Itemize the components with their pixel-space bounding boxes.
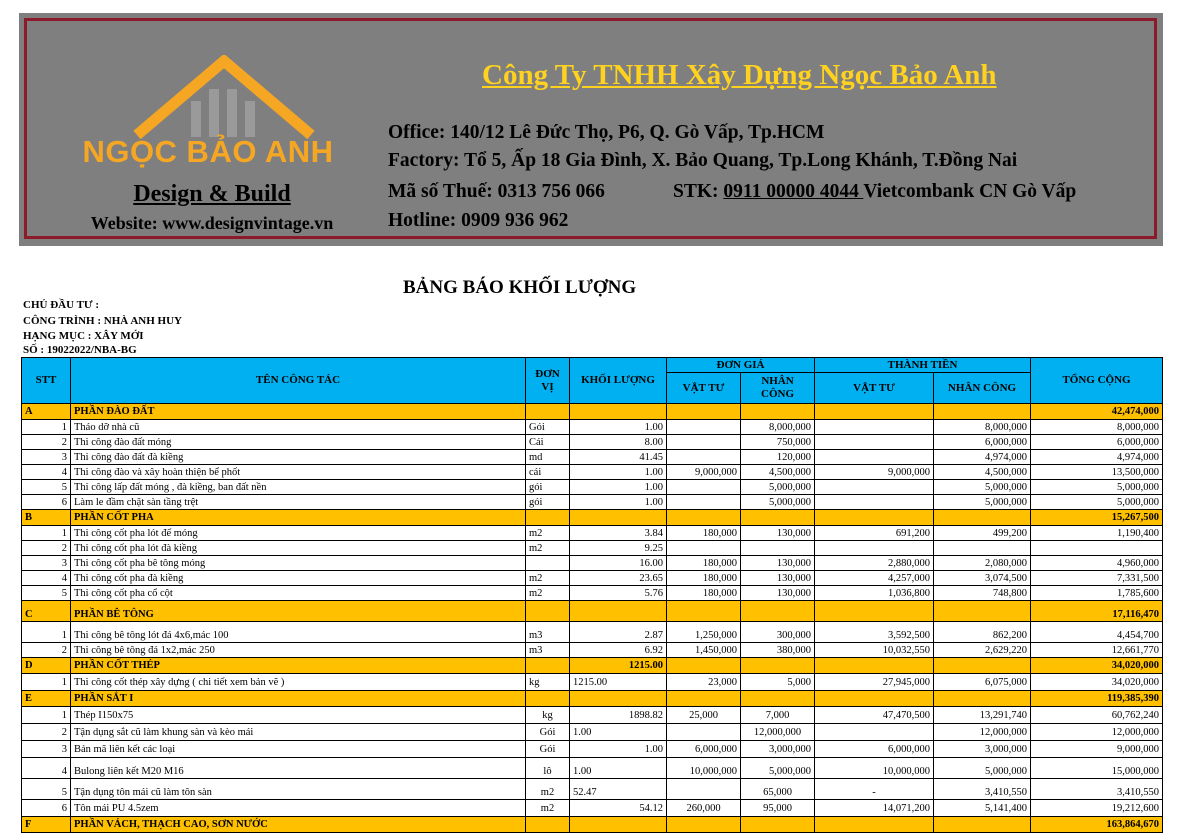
section-row bbox=[22, 510, 1163, 526]
cell-quantity bbox=[570, 601, 667, 622]
cell-labor-amount: 6,075,000 bbox=[934, 674, 1031, 691]
bank-account-number: 0911 00000 4044 bbox=[723, 181, 864, 202]
cell-material-amount bbox=[815, 724, 934, 741]
table-row bbox=[22, 586, 1163, 601]
table-row bbox=[22, 556, 1163, 571]
cell-name: PHẦN VÁCH, THẠCH CAO, SƠN NƯỚC bbox=[71, 817, 526, 833]
cell-unit bbox=[526, 691, 570, 707]
cell-quantity: 23.65 bbox=[570, 571, 667, 586]
cell-material-amount: 14,071,200 bbox=[815, 800, 934, 817]
quantity-table bbox=[21, 357, 1163, 833]
cell-total: 4,454,700 bbox=[1031, 622, 1163, 643]
cell-total: 7,331,500 bbox=[1031, 571, 1163, 586]
cell-quantity: 1.00 bbox=[570, 420, 667, 435]
cell-stt: 6 bbox=[22, 495, 71, 510]
cell-labor-price bbox=[741, 541, 815, 556]
cell-name: Làm le đầm chặt sàn tầng trệt bbox=[71, 495, 526, 510]
table-row bbox=[22, 450, 1163, 465]
bank-account-label: STK: bbox=[673, 181, 724, 202]
cell-name: Thi công cốt pha lót đế móng bbox=[71, 526, 526, 541]
cell-labor-amount: 862,200 bbox=[934, 622, 1031, 643]
cell-labor-price: 130,000 bbox=[741, 556, 815, 571]
cell-material-price: 180,000 bbox=[667, 571, 741, 586]
cell-material-price bbox=[667, 779, 741, 800]
section-row bbox=[22, 404, 1163, 420]
cell-name: Thi công đào đất móng bbox=[71, 435, 526, 450]
cell-stt: 6 bbox=[22, 800, 71, 817]
cell-material-price bbox=[667, 510, 741, 526]
cell-total: 3,410,550 bbox=[1031, 779, 1163, 800]
factory-address: Factory: Tổ 5, Ấp 18 Gia Đình, X. Bảo Quang, Tp.Long Khánh, T.Đồng Nai bbox=[388, 150, 1018, 171]
cell-name: Bản mã liên kết các loại bbox=[71, 741, 526, 758]
cell-name: PHẦN BÊ TÔNG bbox=[71, 601, 526, 622]
cell-labor-amount: 3,410,550 bbox=[934, 779, 1031, 800]
header-name: TÊN CÔNG TÁC bbox=[71, 358, 526, 404]
section-row bbox=[22, 658, 1163, 674]
company-name: Công Ty TNHH Xây Dựng Ngọc Bảo Anh bbox=[482, 59, 997, 91]
header-total: TỔNG CỘNG bbox=[1031, 358, 1163, 404]
table-row bbox=[22, 420, 1163, 435]
cell-material-price bbox=[667, 601, 741, 622]
cell-labor-price bbox=[741, 658, 815, 674]
cell-labor-amount: 2,629,220 bbox=[934, 643, 1031, 658]
cell-total: 19,212,600 bbox=[1031, 800, 1163, 817]
cell-labor-amount: 4,500,000 bbox=[934, 465, 1031, 480]
cell-unit: Gói bbox=[526, 420, 570, 435]
cell-labor-price: 5,000 bbox=[741, 674, 815, 691]
cell-stt: 4 bbox=[22, 758, 71, 779]
cell-unit: Cái bbox=[526, 435, 570, 450]
header-labor-amount: NHÂN CÔNG bbox=[934, 373, 1031, 404]
cell-labor-amount: 748,800 bbox=[934, 586, 1031, 601]
cell-stt: B bbox=[22, 510, 71, 526]
cell-quantity: 1898.82 bbox=[570, 707, 667, 724]
cell-quantity: 1215.00 bbox=[570, 658, 667, 674]
cell-total: 12,661,770 bbox=[1031, 643, 1163, 658]
cell-name: PHẦN CỐT PHA bbox=[71, 510, 526, 526]
cell-total: 42,474,000 bbox=[1031, 404, 1163, 420]
cell-material-amount bbox=[815, 541, 934, 556]
cell-quantity bbox=[570, 691, 667, 707]
table-row bbox=[22, 622, 1163, 643]
cell-unit: m2 bbox=[526, 800, 570, 817]
cell-material-price: 260,000 bbox=[667, 800, 741, 817]
cell-material-amount bbox=[815, 435, 934, 450]
cell-labor-price bbox=[741, 601, 815, 622]
cell-quantity: 41.45 bbox=[570, 450, 667, 465]
cell-labor-amount: 4,974,000 bbox=[934, 450, 1031, 465]
table-row bbox=[22, 571, 1163, 586]
cell-material-amount bbox=[815, 601, 934, 622]
cell-unit bbox=[526, 556, 570, 571]
company-banner bbox=[19, 13, 1163, 246]
cell-unit: md bbox=[526, 450, 570, 465]
website-text: Website: www.designvintage.vn bbox=[90, 213, 334, 233]
cell-stt: 2 bbox=[22, 435, 71, 450]
cell-total: 1,785,600 bbox=[1031, 586, 1163, 601]
cell-quantity: 5.76 bbox=[570, 586, 667, 601]
cell-material-amount: 6,000,000 bbox=[815, 741, 934, 758]
cell-stt: 3 bbox=[22, 741, 71, 758]
cell-material-amount bbox=[815, 480, 934, 495]
cell-labor-price: 5,000,000 bbox=[741, 480, 815, 495]
cell-unit: gói bbox=[526, 480, 570, 495]
cell-quantity: 9.25 bbox=[570, 541, 667, 556]
table-row bbox=[22, 435, 1163, 450]
cell-name: Tháo dỡ nhà cũ bbox=[71, 420, 526, 435]
cell-labor-amount: 5,000,000 bbox=[934, 758, 1031, 779]
table-row bbox=[22, 541, 1163, 556]
hotline: Hotline: 0909 936 962 bbox=[388, 210, 569, 231]
cell-stt: 3 bbox=[22, 556, 71, 571]
cell-labor-price: 130,000 bbox=[741, 571, 815, 586]
cell-material-amount bbox=[815, 450, 934, 465]
cell-name: Thi công bê tông lót đá 4x6,mác 100 bbox=[71, 622, 526, 643]
section-row bbox=[22, 691, 1163, 707]
cell-name: Tôn mái PU 4.5zem bbox=[71, 800, 526, 817]
cell-labor-amount bbox=[934, 691, 1031, 707]
cell-labor-amount: 5,000,000 bbox=[934, 495, 1031, 510]
cell-material-price bbox=[667, 495, 741, 510]
header-material: VẬT TƯ bbox=[667, 373, 741, 404]
cell-labor-price: 7,000 bbox=[741, 707, 815, 724]
cell-total: 34,020,000 bbox=[1031, 674, 1163, 691]
cell-total: 15,000,000 bbox=[1031, 758, 1163, 779]
cell-total: 8,000,000 bbox=[1031, 420, 1163, 435]
cell-labor-amount bbox=[934, 817, 1031, 833]
cell-stt: 2 bbox=[22, 724, 71, 741]
table-row bbox=[22, 779, 1163, 800]
cell-material-price bbox=[667, 658, 741, 674]
cell-quantity: 1215.00 bbox=[570, 674, 667, 691]
cell-material-price bbox=[667, 480, 741, 495]
banner-frame bbox=[24, 18, 1157, 239]
cell-labor-price: 130,000 bbox=[741, 586, 815, 601]
cell-total: 34,020,000 bbox=[1031, 658, 1163, 674]
cell-material-price: 10,000,000 bbox=[667, 758, 741, 779]
cell-labor-amount: 6,000,000 bbox=[934, 435, 1031, 450]
cell-labor-amount bbox=[934, 601, 1031, 622]
table-row bbox=[22, 724, 1163, 741]
cell-total: 1,190,400 bbox=[1031, 526, 1163, 541]
header-quantity: KHỐI LƯỢNG bbox=[570, 358, 667, 404]
cell-material-amount bbox=[815, 658, 934, 674]
cell-labor-price bbox=[741, 691, 815, 707]
cell-quantity: 8.00 bbox=[570, 435, 667, 450]
cell-name: Thép I150x75 bbox=[71, 707, 526, 724]
cell-stt: F bbox=[22, 817, 71, 833]
cell-labor-price bbox=[741, 404, 815, 420]
cell-total: 6,000,000 bbox=[1031, 435, 1163, 450]
office-address: Office: 140/12 Lê Đức Thọ, P6, Q. Gò Vấp, Tp.HCM bbox=[388, 122, 825, 143]
cell-name: PHẦN ĐÀO ĐẤT bbox=[71, 404, 526, 420]
logo-brand-name: NGỌC BẢO ANH bbox=[82, 134, 334, 169]
cell-stt: 3 bbox=[22, 450, 71, 465]
cell-labor-price: 95,000 bbox=[741, 800, 815, 817]
cell-stt: E bbox=[22, 691, 71, 707]
cell-labor-price: 5,000,000 bbox=[741, 758, 815, 779]
project-line: CÔNG TRÌNH : NHÀ ANH HUY bbox=[23, 315, 183, 327]
cell-total: 119,385,390 bbox=[1031, 691, 1163, 707]
cell-material-amount: - bbox=[815, 779, 934, 800]
cell-labor-price: 300,000 bbox=[741, 622, 815, 643]
header-material-amount: VẬT TƯ bbox=[815, 373, 934, 404]
cell-material-amount: 1,036,800 bbox=[815, 586, 934, 601]
cell-material-price: 180,000 bbox=[667, 586, 741, 601]
table-row bbox=[22, 741, 1163, 758]
cell-unit bbox=[526, 817, 570, 833]
cell-stt: C bbox=[22, 601, 71, 622]
cell-quantity: 54.12 bbox=[570, 800, 667, 817]
cell-labor-price: 120,000 bbox=[741, 450, 815, 465]
cell-stt: 1 bbox=[22, 622, 71, 643]
cell-material-price: 23,000 bbox=[667, 674, 741, 691]
cell-labor-price: 5,000,000 bbox=[741, 495, 815, 510]
document-number: SỐ : 19022022/NBA-BG bbox=[23, 344, 137, 356]
tax-code: Mã số Thuế: 0313 756 066 bbox=[388, 181, 605, 202]
cell-stt: 5 bbox=[22, 586, 71, 601]
cell-unit: kg bbox=[526, 707, 570, 724]
owner-line: CHỦ ĐẦU TƯ : bbox=[23, 299, 100, 311]
cell-name: Tận dụng sắt cũ làm khung sàn và kèo mái bbox=[71, 724, 526, 741]
cell-material-price: 6,000,000 bbox=[667, 741, 741, 758]
cell-quantity: 1.00 bbox=[570, 758, 667, 779]
logo-tagline: Design & Build bbox=[133, 181, 291, 207]
cell-stt: 4 bbox=[22, 571, 71, 586]
cell-total: 9,000,000 bbox=[1031, 741, 1163, 758]
cell-labor-amount: 3,074,500 bbox=[934, 571, 1031, 586]
cell-labor-amount: 499,200 bbox=[934, 526, 1031, 541]
cell-quantity: 16.00 bbox=[570, 556, 667, 571]
table-body bbox=[22, 404, 1163, 833]
cell-labor-amount: 3,000,000 bbox=[934, 741, 1031, 758]
cell-material-amount bbox=[815, 420, 934, 435]
cell-total: 5,000,000 bbox=[1031, 480, 1163, 495]
table-row bbox=[22, 495, 1163, 510]
cell-material-amount bbox=[815, 404, 934, 420]
cell-name: Thi công cốt pha đà kiềng bbox=[71, 571, 526, 586]
cell-name: Tận dụng tôn mái cũ làm tôn sàn bbox=[71, 779, 526, 800]
cell-labor-amount bbox=[934, 541, 1031, 556]
cell-material-price bbox=[667, 404, 741, 420]
table-row bbox=[22, 643, 1163, 658]
cell-name: Thi công đào đất đà kiềng bbox=[71, 450, 526, 465]
cell-total: 15,267,500 bbox=[1031, 510, 1163, 526]
cell-material-amount bbox=[815, 691, 934, 707]
cell-stt: 2 bbox=[22, 541, 71, 556]
cell-material-amount: 10,000,000 bbox=[815, 758, 934, 779]
cell-unit: cái bbox=[526, 465, 570, 480]
cell-material-price: 180,000 bbox=[667, 556, 741, 571]
cell-unit: Gói bbox=[526, 724, 570, 741]
table-row bbox=[22, 526, 1163, 541]
cell-material-amount: 2,880,000 bbox=[815, 556, 934, 571]
table-row bbox=[22, 480, 1163, 495]
cell-labor-amount: 2,080,000 bbox=[934, 556, 1031, 571]
cell-labor-price: 65,000 bbox=[741, 779, 815, 800]
cell-unit: m2 bbox=[526, 571, 570, 586]
header-amount: THÀNH TIỀN bbox=[815, 358, 1031, 373]
cell-quantity: 3.84 bbox=[570, 526, 667, 541]
cell-quantity: 1.00 bbox=[570, 480, 667, 495]
cell-stt: D bbox=[22, 658, 71, 674]
cell-material-price bbox=[667, 691, 741, 707]
cell-name: Bulong liên kết M20 M16 bbox=[71, 758, 526, 779]
cell-unit: gói bbox=[526, 495, 570, 510]
cell-unit: m2 bbox=[526, 526, 570, 541]
header-unit: ĐƠN VỊ bbox=[526, 358, 570, 404]
bank-name: Vietcombank CN Gò Vấp bbox=[863, 181, 1077, 202]
cell-unit: m3 bbox=[526, 643, 570, 658]
cell-name: PHẦN CỐT THÉP bbox=[71, 658, 526, 674]
table-row bbox=[22, 707, 1163, 724]
cell-material-price bbox=[667, 817, 741, 833]
cell-labor-price bbox=[741, 510, 815, 526]
cell-material-price: 9,000,000 bbox=[667, 465, 741, 480]
cell-unit: kg bbox=[526, 674, 570, 691]
cell-name: PHẦN SẮT I bbox=[71, 691, 526, 707]
cell-material-amount: 3,592,500 bbox=[815, 622, 934, 643]
cell-stt: A bbox=[22, 404, 71, 420]
cell-labor-price: 8,000,000 bbox=[741, 420, 815, 435]
cell-labor-amount: 5,000,000 bbox=[934, 480, 1031, 495]
cell-material-price bbox=[667, 435, 741, 450]
cell-material-price: 1,450,000 bbox=[667, 643, 741, 658]
cell-stt: 4 bbox=[22, 465, 71, 480]
cell-material-amount: 10,032,550 bbox=[815, 643, 934, 658]
cell-stt: 1 bbox=[22, 674, 71, 691]
table-row bbox=[22, 800, 1163, 817]
section-row bbox=[22, 601, 1163, 622]
cell-unit: m2 bbox=[526, 586, 570, 601]
cell-material-amount: 47,470,500 bbox=[815, 707, 934, 724]
cell-unit bbox=[526, 601, 570, 622]
cell-labor-price: 380,000 bbox=[741, 643, 815, 658]
cell-total: 163,864,670 bbox=[1031, 817, 1163, 833]
cell-quantity bbox=[570, 510, 667, 526]
cell-stt: 1 bbox=[22, 420, 71, 435]
cell-material-amount: 9,000,000 bbox=[815, 465, 934, 480]
cell-quantity: 1.00 bbox=[570, 495, 667, 510]
bank-account bbox=[673, 181, 1076, 203]
cell-unit: m2 bbox=[526, 541, 570, 556]
cell-total: 12,000,000 bbox=[1031, 724, 1163, 741]
cell-material-price: 25,000 bbox=[667, 707, 741, 724]
cell-quantity: 52.47 bbox=[570, 779, 667, 800]
cell-labor-amount: 8,000,000 bbox=[934, 420, 1031, 435]
cell-unit: m3 bbox=[526, 622, 570, 643]
cell-total: 4,974,000 bbox=[1031, 450, 1163, 465]
cell-labor-amount bbox=[934, 510, 1031, 526]
section-row bbox=[22, 817, 1163, 833]
cell-total: 17,116,470 bbox=[1031, 601, 1163, 622]
cell-unit bbox=[526, 404, 570, 420]
cell-name: Thi công đào và xây hoàn thiện bể phốt bbox=[71, 465, 526, 480]
table-row bbox=[22, 465, 1163, 480]
cell-unit: Gói bbox=[526, 741, 570, 758]
table-row bbox=[22, 674, 1163, 691]
cell-material-amount bbox=[815, 817, 934, 833]
cell-quantity: 6.92 bbox=[570, 643, 667, 658]
cell-material-amount bbox=[815, 510, 934, 526]
cell-labor-price: 750,000 bbox=[741, 435, 815, 450]
cell-labor-price: 130,000 bbox=[741, 526, 815, 541]
cell-labor-amount bbox=[934, 404, 1031, 420]
cell-total: 4,960,000 bbox=[1031, 556, 1163, 571]
cell-total bbox=[1031, 541, 1163, 556]
cell-stt: 1 bbox=[22, 526, 71, 541]
header-stt: STT bbox=[22, 358, 71, 404]
cell-stt: 2 bbox=[22, 643, 71, 658]
cell-unit: m2 bbox=[526, 779, 570, 800]
cell-labor-price bbox=[741, 817, 815, 833]
cell-material-price bbox=[667, 450, 741, 465]
category-line: HẠNG MỤC : XÂY MỚI bbox=[23, 330, 144, 342]
cell-material-amount bbox=[815, 495, 934, 510]
cell-material-price bbox=[667, 541, 741, 556]
cell-material-amount: 4,257,000 bbox=[815, 571, 934, 586]
cell-quantity: 1.00 bbox=[570, 724, 667, 741]
cell-name: Thi công cốt thép xây dựng ( chi tiết xem bản vẽ ) bbox=[71, 674, 526, 691]
cell-material-amount: 27,945,000 bbox=[815, 674, 934, 691]
cell-material-price bbox=[667, 420, 741, 435]
header-unit-price: ĐƠN GIÁ bbox=[667, 358, 815, 373]
table-row bbox=[22, 758, 1163, 779]
cell-quantity bbox=[570, 404, 667, 420]
cell-labor-amount bbox=[934, 658, 1031, 674]
cell-labor-price: 4,500,000 bbox=[741, 465, 815, 480]
cell-name: Thi công lấp đất móng , đà kiềng, ban đất nền bbox=[71, 480, 526, 495]
cell-quantity bbox=[570, 817, 667, 833]
cell-material-price bbox=[667, 724, 741, 741]
cell-stt: 1 bbox=[22, 707, 71, 724]
cell-labor-amount: 12,000,000 bbox=[934, 724, 1031, 741]
cell-material-price: 1,250,000 bbox=[667, 622, 741, 643]
cell-material-amount: 691,200 bbox=[815, 526, 934, 541]
house-roof-logo-icon bbox=[131, 55, 317, 139]
header-labor: NHÂN CÔNG bbox=[741, 373, 815, 404]
cell-name: Thi công cốt pha cổ cột bbox=[71, 586, 526, 601]
cell-total: 60,762,240 bbox=[1031, 707, 1163, 724]
cell-unit bbox=[526, 510, 570, 526]
cell-total: 5,000,000 bbox=[1031, 495, 1163, 510]
cell-name: Thi công cốt pha lót đà kiềng bbox=[71, 541, 526, 556]
cell-name: Thi công cốt pha bê tông móng bbox=[71, 556, 526, 571]
cell-stt: 5 bbox=[22, 779, 71, 800]
cell-labor-price: 3,000,000 bbox=[741, 741, 815, 758]
cell-name: Thi công bê tông đá 1x2,mác 250 bbox=[71, 643, 526, 658]
cell-quantity: 2.87 bbox=[570, 622, 667, 643]
cell-total: 13,500,000 bbox=[1031, 465, 1163, 480]
cell-quantity: 1.00 bbox=[570, 465, 667, 480]
document-title: BẢNG BÁO KHỐI LƯỢNG bbox=[403, 277, 637, 298]
cell-labor-amount: 13,291,740 bbox=[934, 707, 1031, 724]
cell-labor-price: 12,000,000 bbox=[741, 724, 815, 741]
cell-unit bbox=[526, 658, 570, 674]
cell-material-price: 180,000 bbox=[667, 526, 741, 541]
cell-stt: 5 bbox=[22, 480, 71, 495]
cell-labor-amount: 5,141,400 bbox=[934, 800, 1031, 817]
cell-quantity: 1.00 bbox=[570, 741, 667, 758]
cell-unit: lô bbox=[526, 758, 570, 779]
